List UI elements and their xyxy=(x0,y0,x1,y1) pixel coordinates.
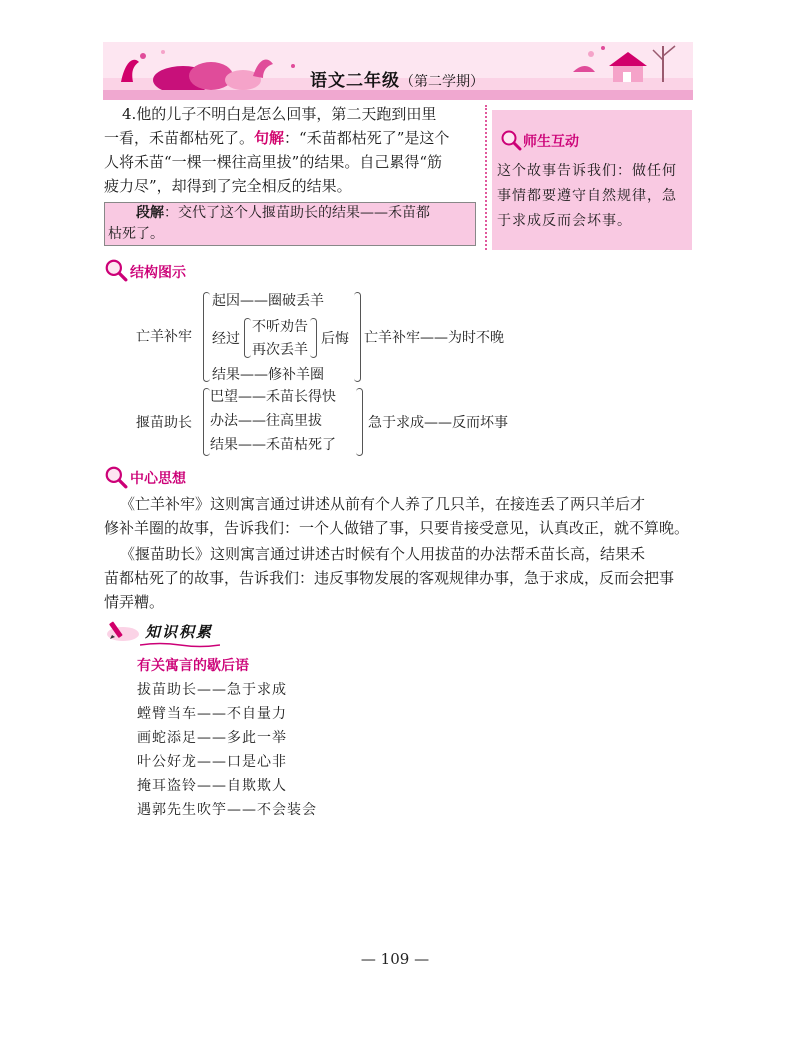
magnifier-icon xyxy=(104,465,128,489)
passage-line-2-pre: 一看，禾苗都枯死了。 xyxy=(104,129,255,147)
central-idea-line: 苗都枯死了的故事，告诉我们：违反事物发展的客观规律办事，急于求成，反而会把事 xyxy=(104,569,675,587)
magnifier-icon xyxy=(500,129,522,151)
sidebar-text xyxy=(497,159,689,234)
sidebar-title: 师生互动 xyxy=(523,134,579,150)
paragraph-analysis-line-1: ：交代了这个人揠苗助长的结果——禾苗都 xyxy=(164,205,430,221)
passage-line-3: 人将禾苗“一棵一棵往高里拔”的结果。自己累得“筋 xyxy=(104,153,443,171)
story1-cause: 起因——圈破丢羊 xyxy=(212,293,324,309)
process-right-brace xyxy=(310,318,317,358)
page-number: — 109 — xyxy=(360,950,430,968)
knowledge-underline xyxy=(140,642,220,648)
story2-name: 揠苗助长 xyxy=(136,415,192,431)
story1-regret: 后悔 xyxy=(321,331,349,347)
central-idea-title: 中心思想 xyxy=(130,471,186,487)
passage-line-2-post: ：“禾苗都枯死了”是这个 xyxy=(284,129,450,147)
story2-item: 结果——禾苗枯死了 xyxy=(210,437,336,453)
list-item: 螳臂当车——不自量力 xyxy=(137,706,287,722)
story1-left-brace xyxy=(203,292,210,382)
process-item-2: 再次丢羊 xyxy=(252,342,308,358)
story1-process-label: 经过 xyxy=(212,331,240,347)
structure-title: 结构图示 xyxy=(130,265,186,281)
story2-right-brace xyxy=(356,388,363,456)
knowledge-title: 知识积累 xyxy=(145,623,214,641)
passage-line-1: 4.他的儿子不明白是怎么回事，第二天跑到田里 xyxy=(122,105,437,123)
story1-right-brace xyxy=(354,292,361,382)
pencil-icon xyxy=(106,616,140,642)
story1-result: 结果——修补羊圈 xyxy=(212,367,324,383)
process-left-brace xyxy=(244,318,251,358)
list-item: 拔苗助长——急于求成 xyxy=(137,682,287,698)
xiehouyu-list xyxy=(137,678,317,822)
list-item: 叶公好龙——口是心非 xyxy=(137,754,287,770)
process-item-1: 不听劝告 xyxy=(252,319,308,335)
header-band xyxy=(103,90,693,100)
paragraph-analysis-text xyxy=(108,203,430,245)
central-idea-line: 《揠苗助长》这则寓言通过讲述古时候有个人用拔苗的办法帮禾苗长高，结果禾 xyxy=(120,545,646,563)
header-title xyxy=(310,66,484,91)
paragraph-analysis-line-2: 枯死了。 xyxy=(108,226,164,242)
magnifier-icon xyxy=(104,258,128,282)
term-subtitle: （第二学期） xyxy=(400,74,484,90)
passage-line-2 xyxy=(104,126,449,150)
story2-left-brace xyxy=(203,388,210,456)
story1-conclusion: 亡羊补牢——为时不晚 xyxy=(364,330,504,346)
list-item: 遇郭先生吹竽——不会装会 xyxy=(137,802,317,818)
book-title: 语文二年级 xyxy=(310,71,400,91)
dotted-separator xyxy=(485,105,487,250)
story1-name: 亡羊补牢 xyxy=(136,329,192,345)
sentence-analysis-label: 句解 xyxy=(254,129,285,147)
list-item: 画蛇添足——多此一举 xyxy=(137,730,287,746)
passage-line-4: 疲力尽”，却得到了完全相反的结果。 xyxy=(104,177,352,195)
story2-item: 办法——往高里拔 xyxy=(210,413,322,429)
story2-item: 巴望——禾苗长得快 xyxy=(210,389,336,405)
central-idea-line: 《亡羊补牢》这则寓言通过讲述从前有个人养了几只羊，在接连丢了两只羊后才 xyxy=(120,495,646,513)
xiehouyu-title: 有关寓言的歇后语 xyxy=(137,658,249,674)
sidebar-line: 事情都要遵守自然规律，急 xyxy=(497,188,677,204)
story2-conclusion: 急于求成——反而坏事 xyxy=(368,415,508,431)
paragraph-analysis-label: 段解 xyxy=(136,205,164,221)
sidebar-line: 这个故事告诉我们：做任何 xyxy=(497,163,677,179)
sidebar-line: 于求成反而会坏事。 xyxy=(497,213,632,229)
central-idea-line: 修补羊圈的故事，告诉我们：一个人做错了事，只要肯接受意见，认真改正，就不算晚。 xyxy=(104,519,690,537)
list-item: 掩耳盗铃——自欺欺人 xyxy=(137,778,287,794)
central-idea-line: 情弄糟。 xyxy=(104,593,165,611)
